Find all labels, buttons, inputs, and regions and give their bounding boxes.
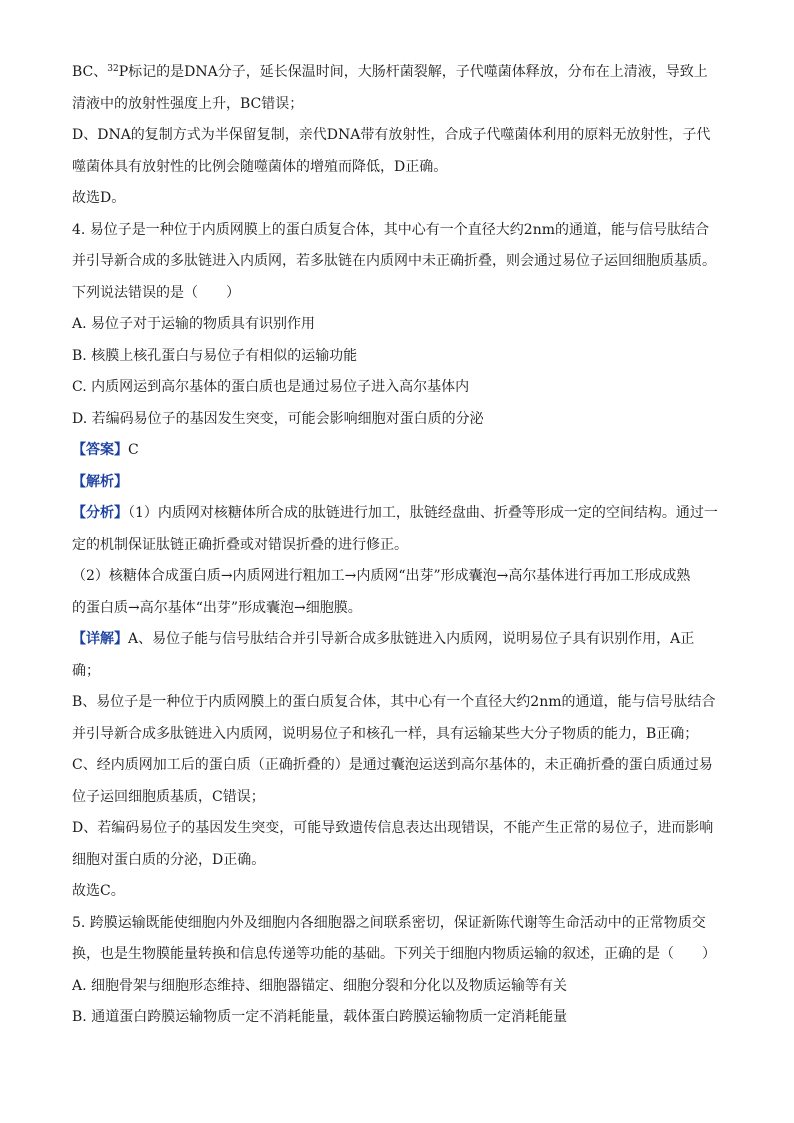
text-line: 下列说法错误的是（ ） — [72, 284, 240, 301]
option-d: D. 若编码易位子的基因发生突变，可能会影响细胞对蛋白质的分泌 — [72, 410, 484, 427]
line-text: A、易位子能与信号肽结合并引导新合成多肽链进入内质网，说明易位子具有识别作用，A正 — [128, 631, 695, 647]
text-line: 确； — [72, 662, 100, 679]
question-4-stem: 4. 易位子是一种位于内质网膜上的蛋白质复合体，其中心有一个直径大约2nm的通道，能与信号肽结合 — [72, 221, 710, 238]
analysis-sub-tag: 【分析】 — [72, 505, 128, 521]
text-line: 噬菌体具有放射性的比例会随噬菌体的增殖而降低，D正确。 — [72, 158, 448, 175]
text-line: D、若编码易位子的基因发生突变，可能导致遗传信息表达出现错误，不能产生正常的易位子，进而影响 — [72, 820, 714, 836]
text-line: 故选C。 — [72, 883, 125, 899]
analysis-tag: 【解析】 — [72, 473, 128, 490]
text-line: 细胞对蛋白质的分泌，D正确。 — [72, 851, 266, 868]
question-5-stem: 5. 跨膜运输既能使细胞内外及细胞内各细胞器之间联系密切，保证新陈代谢等生命活动中的正常物质交 — [72, 914, 706, 931]
analysis-heading — [72, 472, 722, 492]
line-prefix: BC、 — [72, 64, 108, 80]
text-line: B、易位子是一种位于内质网膜上的蛋白质复合体，其中心有一个直径大约2nm的通道，能与信号肽结合 — [72, 694, 716, 710]
text-line: 定的机制保证肽链正确折叠或对错误折叠的进行修正。 — [72, 536, 408, 553]
option-a: A. 易位子对于运输的物质具有识别作用 — [72, 316, 316, 332]
option-b: B. 通道蛋白跨膜运输物质一定不消耗能量，载体蛋白跨膜运输物质一定消耗能量 — [72, 1009, 568, 1025]
detail-line — [72, 629, 722, 649]
option-b: B. 核膜上核孔蛋白与易位子有相似的运输功能 — [72, 347, 358, 364]
answer-line — [72, 440, 722, 460]
isotope-superscript: 32 — [107, 64, 119, 74]
text-line: 的蛋白质→高尔基体“出芽”形成囊泡→细胞膜。 — [72, 599, 362, 616]
detail-tag: 【详解】 — [72, 631, 128, 647]
text-line: 故选D。 — [72, 190, 126, 206]
text-line: 换，也是生物膜能量转换和信息传递等功能的基础。下列关于细胞内物质运输的叙述，正确的是（ ） — [72, 946, 716, 962]
line-text: P标记的是DNA分子，延长保温时间，大肠杆菌裂解，子代噬菌体释放，分布在上清液，导致上 — [118, 64, 708, 80]
text-line: 并引导新合成多肽链进入内质网，说明易位子和核孔一样，具有运输某些大分子物质的能力，B正确； — [72, 725, 699, 742]
text-line: 清液中的放射性强度上升，BC错误； — [72, 95, 304, 112]
text-line — [72, 62, 722, 82]
answer-value: C — [128, 442, 139, 458]
text-line: 并引导新合成的多肽链进入内质网，若多肽链在内质网中未正确折叠，则会通过易位子运回细胞质基质。 — [72, 253, 716, 269]
option-c: C. 内质网运到高尔基体的蛋白质也是通过易位子进入高尔基体内 — [72, 379, 470, 395]
document-page — [72, 62, 722, 1027]
text-line: 位子运回细胞质基质，C错误； — [72, 788, 265, 805]
text-line: D、DNA的复制方式为半保留复制，亲代DNA带有放射性，合成子代噬菌体利用的原料无放射性，子代 — [72, 127, 711, 143]
option-a: A. 细胞骨架与细胞形态维持、细胞器锚定、细胞分裂和分化以及物质运输等有关 — [72, 977, 568, 994]
line-text: （1）内质网对核糖体所合成的肽链进行加工，肽链经盘曲、折叠等形成一定的空间结构。通过一 — [128, 505, 718, 521]
text-line: C、经内质网加工后的蛋白质（正确折叠的）是通过囊泡运送到高尔基体的，未正确折叠的蛋白质通过易 — [72, 757, 713, 773]
answer-tag: 【答案】 — [72, 442, 128, 458]
text-line: （2）核糖体合成蛋白质→内质网进行粗加工→内质网“出芽”形成囊泡→高尔基体进行再加工形成成熟 — [72, 568, 691, 584]
analysis-line — [72, 503, 722, 523]
